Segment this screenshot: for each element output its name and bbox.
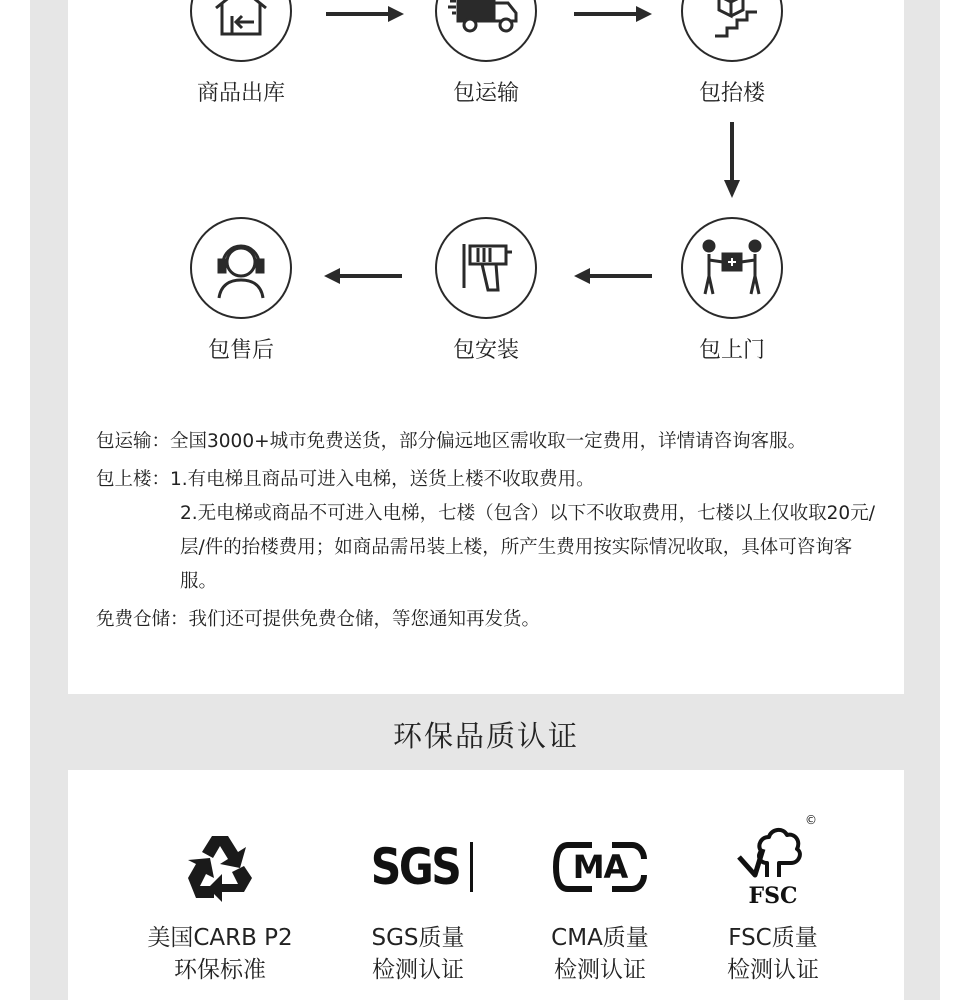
delivery-truck-icon [435,0,537,62]
section-title: 环保品质认证 [392,719,579,753]
step-label: 商品出库 [196,81,285,106]
power-drill-icon [435,217,537,319]
cert-fsc: © FSC FSC质量 检测认证 [683,812,863,986]
box-stairs-icon [681,0,783,62]
step-label: 包上门 [698,338,765,363]
arrow-left-icon [572,266,652,286]
step-installation [411,217,561,364]
service-info [96,425,886,637]
arrow-down-icon [722,122,742,200]
step-warehouse-exit [166,0,316,107]
handover-people-icon [681,217,783,319]
transport-info: 包运输： 全国3000+城市免费送货，部分偏远地区需收取一定费用，详情请咨询客服。 [96,431,807,452]
fsc-tree-icon: © FSC [683,812,863,922]
cert-sgs: SGS SGS质量 检测认证 [328,812,508,986]
step-label: 包安装 [452,338,519,363]
arrow-left-icon [322,266,402,286]
step-door-delivery [657,217,807,364]
step-label: 包运输 [452,81,519,106]
step-carry-upstairs [657,0,807,107]
upstairs-rule-2: 2.无电梯或商品不可进入电梯，七楼（包含）以下不收取费用，七楼以上仅收取20元/层/件的抬楼费用；如商品需吊装上楼，所产生费用按实际情况收取，具体可咨询客服。 [180,503,875,592]
warehouse-exit-icon [190,0,292,62]
cert-cma: MA CMA质量 检测认证 [510,812,690,986]
recycle-icon [130,812,310,922]
sgs-logo-icon: SGS [328,812,508,922]
cert-carb: 美国CARB P2 环保标准 [130,812,310,986]
storage-info: 免费仓储： 我们还可提供免费仓储，等您通知再发货。 [96,609,541,630]
step-transport [411,0,561,107]
step-after-sales [166,217,316,364]
upstairs-info: 包上楼： 1.有电梯且商品可进入电梯，送货上楼不收取费用。 [96,469,595,490]
step-label: 包抬楼 [698,81,765,106]
customer-service-headset-icon [190,217,292,319]
arrow-right-icon [574,4,654,24]
arrow-right-icon [326,4,406,24]
cma-logo-icon: MA [510,812,690,922]
step-label: 包售后 [207,338,274,363]
